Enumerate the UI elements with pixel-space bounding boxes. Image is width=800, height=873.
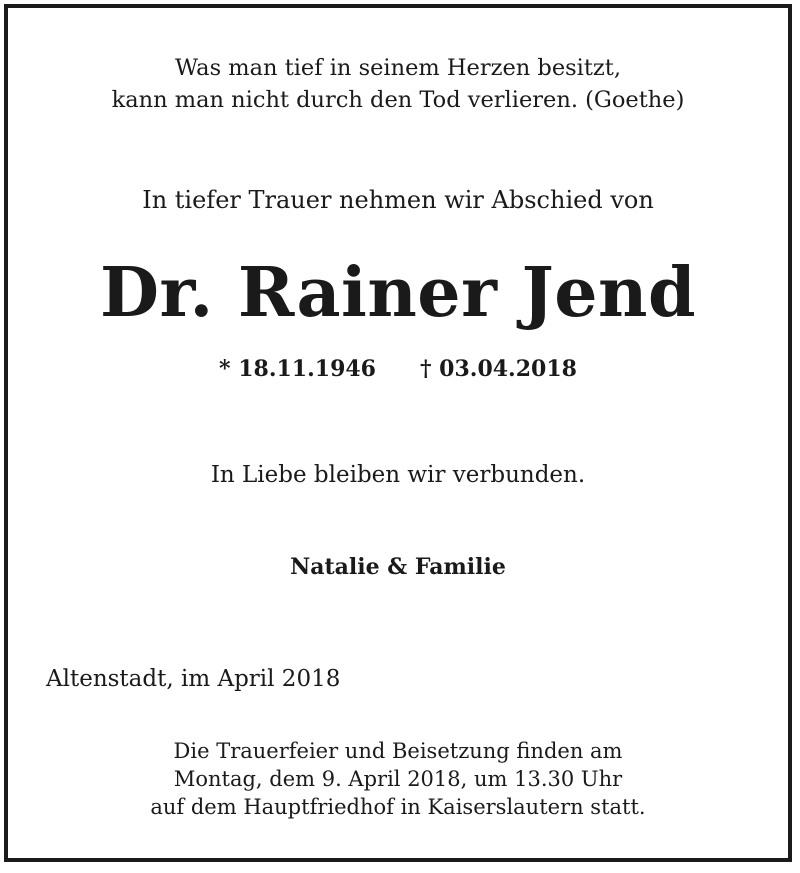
birth-date: * 18.11.1946 xyxy=(219,356,376,382)
deceased-name: Dr. Rainer Jend xyxy=(100,253,696,333)
closing-text: In Liebe bleiben wir verbunden. xyxy=(210,462,586,488)
ceremony-line-1: Die Trauerfeier und Beisetzung finden am xyxy=(173,739,623,763)
place-and-date: Altenstadt, im April 2018 xyxy=(46,666,341,692)
ceremony-notice xyxy=(8,737,788,821)
obituary-frame xyxy=(4,4,792,862)
death-date: † 03.04.2018 xyxy=(420,356,577,382)
ceremony-line-2: Montag, dem 9. April 2018, um 13.30 Uhr xyxy=(173,767,623,791)
quote-line-2: kann man nicht durch den Tod verlieren. (Goethe) xyxy=(111,87,685,113)
quote-line-1: Was man tief in seinem Herzen besitzt, xyxy=(175,55,621,81)
ceremony-line-3: auf dem Hauptfriedhof in Kaiserslautern statt. xyxy=(150,795,646,819)
intro-text: In tiefer Trauer nehmen wir Abschied von xyxy=(142,186,654,214)
goethe-quote xyxy=(8,52,788,116)
mourners-signature: Natalie & Familie xyxy=(290,554,506,580)
life-dates xyxy=(8,354,788,384)
